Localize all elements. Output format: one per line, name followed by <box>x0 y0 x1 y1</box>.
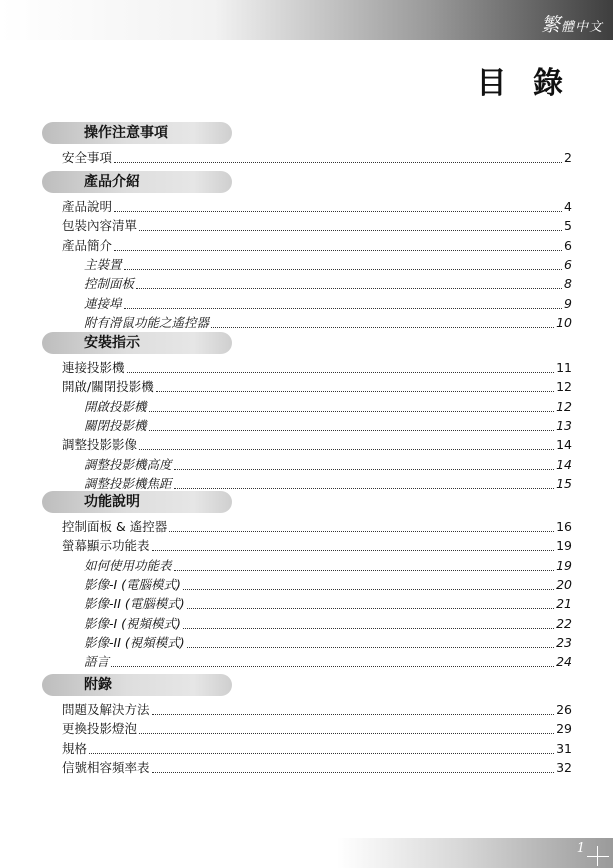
toc-entry-page: 21 <box>556 596 572 612</box>
toc-subentry[interactable] <box>84 653 572 671</box>
toc-subentry[interactable] <box>84 615 572 633</box>
toc-entry-page: 20 <box>556 576 572 592</box>
toc-subentry[interactable] <box>84 557 572 575</box>
toc-entry[interactable] <box>62 198 572 216</box>
footer-crosshair-horizontal <box>587 856 609 857</box>
dot-leader <box>127 371 555 373</box>
toc-entry-label: 開啟/關閉投影機 <box>62 379 154 395</box>
toc-subentry[interactable] <box>84 417 572 435</box>
dot-leader <box>174 569 555 571</box>
toc-entry-page: 4 <box>564 199 572 214</box>
footer-bar <box>0 838 613 868</box>
toc-entry-label: 信號相容頻率表 <box>62 759 150 775</box>
toc-entry-label: 安全事項 <box>62 150 113 165</box>
toc-entry-label: 連接埠 <box>84 295 122 311</box>
dot-leader <box>183 588 554 590</box>
toc-entry-label: 如何使用功能表 <box>84 557 172 573</box>
toc-subentry[interactable] <box>84 314 572 332</box>
section-header: 操作注意事項 <box>84 125 168 141</box>
toc-subentry[interactable] <box>84 595 572 613</box>
toc-entry-page: 5 <box>564 218 572 234</box>
toc-entry-label: 影像-I (電腦模式) <box>84 576 181 592</box>
toc-subentry[interactable] <box>84 634 572 652</box>
dot-leader <box>111 665 554 667</box>
toc-subentry[interactable] <box>84 256 572 274</box>
toc-entry[interactable] <box>62 149 572 167</box>
section-header: 產品介紹 <box>84 174 140 190</box>
section-header: 功能說明 <box>84 494 140 510</box>
toc-entry-page: 26 <box>556 702 572 717</box>
toc-subentry[interactable] <box>84 576 572 594</box>
dot-leader <box>114 210 562 212</box>
toc-entry-page: 31 <box>556 740 572 756</box>
dot-leader <box>152 549 555 551</box>
toc-entry-page: 24 <box>556 654 572 670</box>
toc-entry-label: 連接投影機 <box>62 360 125 375</box>
toc-entry-label: 影像-II (電腦模式) <box>84 596 185 612</box>
toc-entry-label: 開啟投影機 <box>84 398 147 414</box>
dot-leader <box>174 468 555 470</box>
dot-leader <box>183 627 554 629</box>
toc-entry[interactable] <box>62 740 572 758</box>
toc-entry-label: 更換投影燈泡 <box>62 721 138 737</box>
toc-entry-label: 調整投影影像 <box>62 437 138 453</box>
toc-entry-label: 附有滑鼠功能之遙控器 <box>84 314 210 330</box>
toc-entry-label: 產品說明 <box>62 199 113 214</box>
dot-leader <box>149 410 555 412</box>
dot-leader <box>139 448 554 450</box>
toc-entry-page: 16 <box>556 519 572 534</box>
toc-subentry[interactable] <box>84 275 572 293</box>
toc-entry-label: 關閉投影機 <box>84 417 147 433</box>
toc-entry-page: 19 <box>556 538 572 554</box>
toc-entry[interactable] <box>62 436 572 454</box>
toc-entry-page: 23 <box>556 634 572 650</box>
toc-entry-page: 2 <box>564 150 572 165</box>
toc-subentry[interactable] <box>84 398 572 416</box>
dot-leader <box>187 646 554 648</box>
toc-entry[interactable] <box>62 720 572 738</box>
page-title: 目 錄 <box>476 66 571 101</box>
dot-leader <box>114 249 562 251</box>
toc-entry[interactable] <box>62 518 572 536</box>
toc-entry-label: 調整投影機焦距 <box>84 475 172 491</box>
toc-entry-label: 規格 <box>62 740 88 756</box>
language-label-first: 繁 <box>540 14 561 36</box>
dot-leader <box>152 771 555 773</box>
toc-entry[interactable] <box>62 237 572 255</box>
toc-entry-page: 11 <box>556 360 572 375</box>
header-bar <box>0 0 613 40</box>
toc-entry-page: 13 <box>556 417 572 433</box>
toc-entry-label: 包裝內容清單 <box>62 218 138 234</box>
toc-entry-page: 14 <box>556 456 572 472</box>
dot-leader <box>169 530 554 532</box>
toc-entry-page: 6 <box>564 256 572 272</box>
toc-entry-page: 29 <box>556 721 572 737</box>
toc-entry-label: 調整投影機高度 <box>84 456 172 472</box>
toc-entry-label: 語言 <box>84 654 110 670</box>
dot-leader <box>139 732 554 734</box>
toc-entry[interactable] <box>62 701 572 719</box>
section-header: 安裝指示 <box>84 335 140 351</box>
toc-entry-label: 螢幕顯示功能表 <box>62 538 150 554</box>
dot-leader <box>114 161 562 163</box>
toc-entry-label: 產品簡介 <box>62 237 113 253</box>
toc-subentry[interactable] <box>84 295 572 313</box>
dot-leader <box>152 713 555 715</box>
toc-entry-label: 影像-II (視頻模式) <box>84 634 185 650</box>
dot-leader <box>89 752 554 754</box>
toc-entry[interactable] <box>62 378 572 396</box>
toc-entry-page: 22 <box>556 615 572 631</box>
language-label <box>541 10 603 37</box>
toc-entry-page: 12 <box>556 379 572 395</box>
toc-entry[interactable] <box>62 217 572 235</box>
toc-entry-page: 14 <box>556 437 572 453</box>
section-header: 附錄 <box>84 677 112 693</box>
toc-entry[interactable] <box>62 537 572 555</box>
dot-leader <box>156 390 554 392</box>
toc-entry-page: 6 <box>564 237 572 253</box>
dot-leader <box>124 268 563 270</box>
dot-leader <box>139 229 562 231</box>
toc-entry-label: 主裝置 <box>84 256 122 272</box>
toc-entry-page: 10 <box>556 314 572 330</box>
language-label-rest: 體中文 <box>560 20 603 35</box>
toc-entry-page: 8 <box>564 276 572 292</box>
toc-entry-label: 控制面板 <box>84 276 135 292</box>
toc-entry-page: 9 <box>564 295 572 311</box>
dot-leader <box>211 326 554 328</box>
dot-leader <box>174 487 555 489</box>
toc-entry-page: 12 <box>556 398 572 414</box>
dot-leader <box>124 307 563 309</box>
toc-entry-label: 問題及解決方法 <box>62 702 150 717</box>
toc-entry-page: 32 <box>556 759 572 775</box>
dot-leader <box>149 429 555 431</box>
toc-entry-page: 19 <box>556 557 572 573</box>
toc-entry-page: 15 <box>556 475 572 491</box>
dot-leader <box>187 607 554 609</box>
toc-subentry[interactable] <box>84 456 572 474</box>
toc-entry-label: 影像-I (視頻模式) <box>84 615 181 631</box>
section-header-bg <box>42 674 232 696</box>
toc-entry[interactable] <box>62 759 572 777</box>
page-number: 1 <box>576 841 585 856</box>
toc-entry-label: 控制面板 & 遙控器 <box>62 519 168 534</box>
dot-leader <box>136 287 562 289</box>
toc-entry[interactable] <box>62 359 572 377</box>
